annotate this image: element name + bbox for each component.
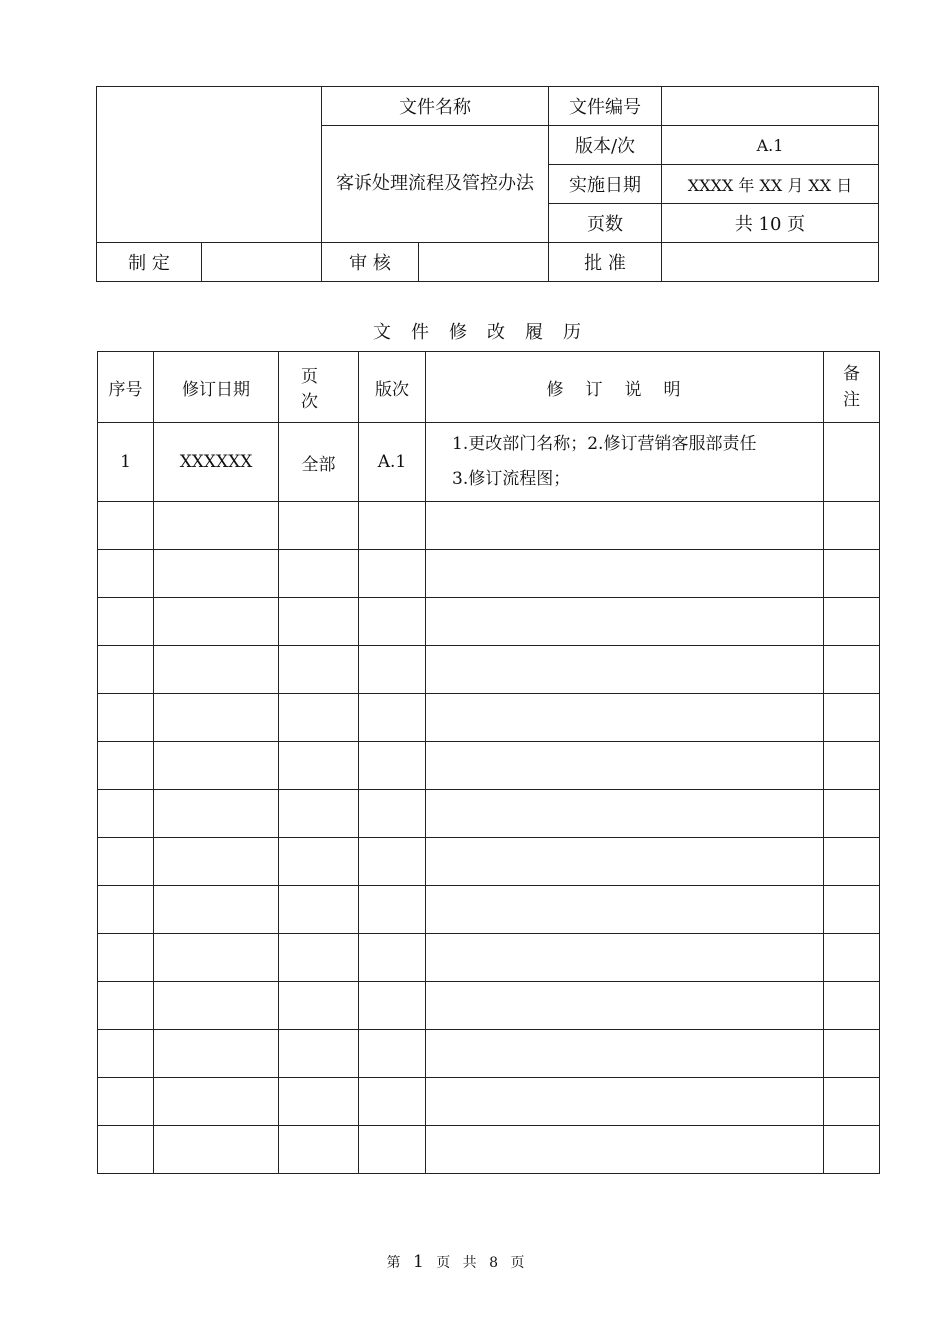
version-value: A.1 [662,126,879,165]
description-line-2: 3.修订流程图； [452,469,571,489]
effective-date-value: XXXX 年 XX 月 XX 日 [662,165,879,204]
table-row-empty [98,502,880,550]
table-row-empty [98,694,880,742]
cell-seq: 1 [98,423,154,502]
table-row [98,423,880,502]
file-number-label: 文件编号 [549,87,662,126]
col-header-remark: 备注 [824,352,880,423]
reviewed-by-value [419,243,549,282]
table-row-empty [98,982,880,1030]
page-count-label: 页数 [549,204,662,243]
cell-page: 全部 [279,423,359,502]
col-header-description: 修订说明 [426,352,824,423]
cell-date: XXXXXX [154,423,279,502]
file-name-label: 文件名称 [322,87,549,126]
description-line-1: 1.更改部门名称；2.修订营销客服部责任 [452,434,757,454]
footer-prefix: 第 [386,1255,405,1271]
table-row-empty [98,742,880,790]
footer-suffix: 页 [510,1255,529,1271]
effective-date-label: 实施日期 [549,165,662,204]
prepared-by-label: 制 定 [97,243,202,282]
document-header-table [96,86,879,282]
footer-current-page: 1 [412,1252,428,1272]
cell-description [426,423,824,502]
file-number-value [662,87,879,126]
approved-by-value [662,243,879,282]
footer-middle: 页 共 [436,1255,481,1271]
table-row-empty [98,934,880,982]
page-count-value: 共 10 页 [662,204,879,243]
table-row-empty [98,1030,880,1078]
version-label: 版本/次 [549,126,662,165]
table-header-row [98,352,880,423]
col-header-page: 页 次 [279,352,359,423]
col-header-seq: 序号 [98,352,154,423]
revision-history-title: 文件修改履历 [373,322,601,343]
table-row-empty [98,598,880,646]
table-row-empty [98,838,880,886]
cell-version: A.1 [359,423,426,502]
table-row-empty [98,886,880,934]
reviewed-by-label: 审 核 [322,243,419,282]
prepared-by-value [202,243,322,282]
footer-total-pages: 8 [489,1255,503,1271]
table-row-empty [98,1078,880,1126]
table-row-empty [98,646,880,694]
logo-area [97,87,322,243]
col-header-date: 修订日期 [154,352,279,423]
revision-history-table [97,351,880,1174]
cell-remark [824,423,880,502]
approved-by-label: 批 准 [549,243,662,282]
col-header-version: 版次 [359,352,426,423]
table-row-empty [98,790,880,838]
table-row-empty [98,1126,880,1174]
document-title: 客诉处理流程及管控办法 [322,126,549,243]
page-footer [0,1252,915,1272]
table-row-empty [98,550,880,598]
